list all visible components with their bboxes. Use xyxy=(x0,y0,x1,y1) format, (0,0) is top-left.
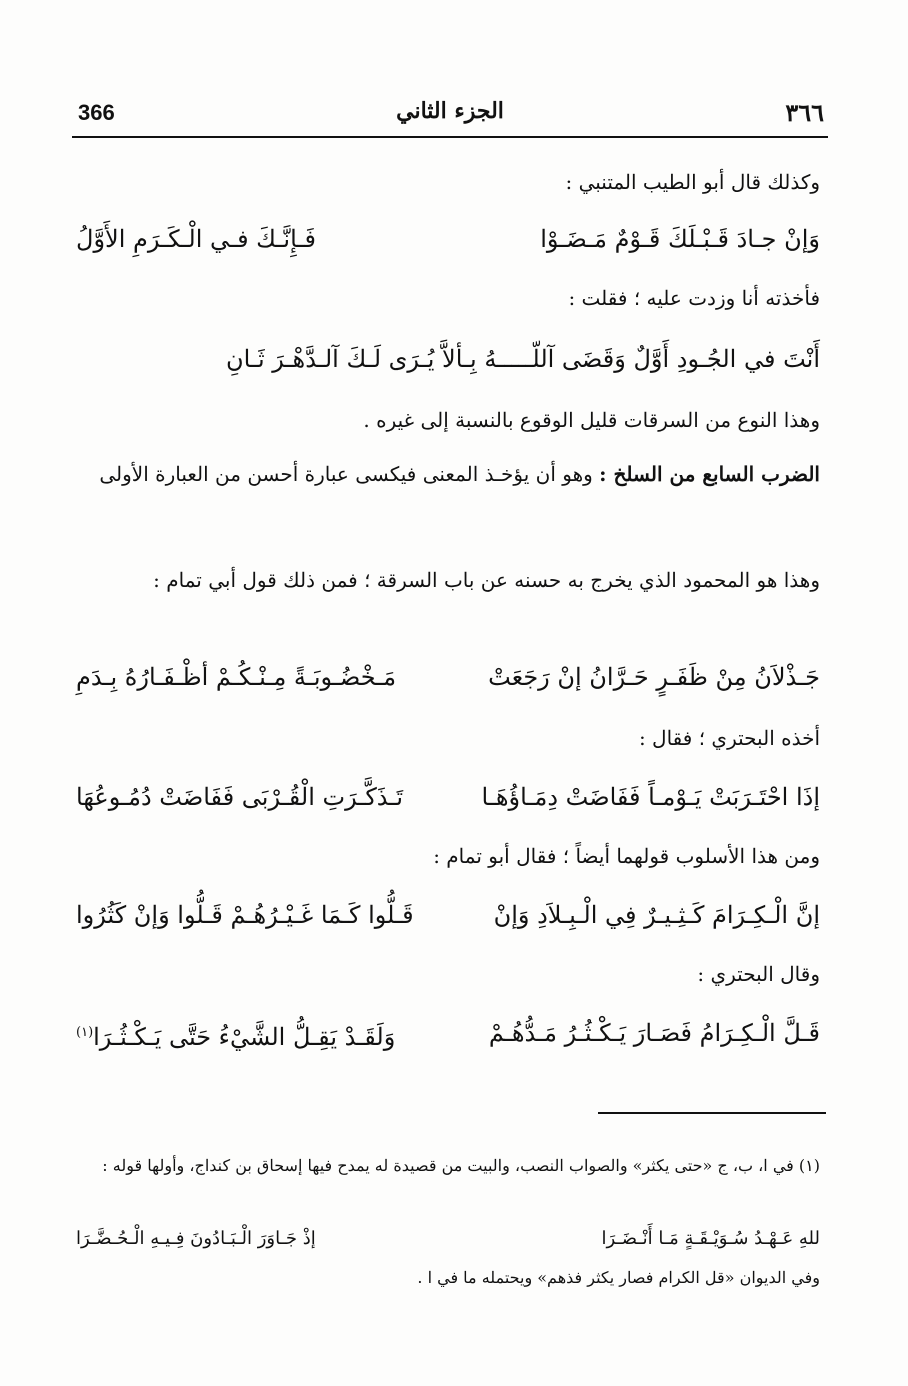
section-definition: وهو أن يؤخـذ المعنى فيكسى عبارة أحسن من العبارة الأولى xyxy=(99,462,593,486)
paragraph-same-style: ومن هذا الأسلوب قولهما أيضاً ؛ فقال أبو تمام : xyxy=(433,844,820,868)
paragraph-buhturi-took: أخذه البحتري ؛ فقال : xyxy=(638,726,820,750)
page-header xyxy=(72,96,828,138)
verse-full-line: أَنْتَ في الجُـودِ أَوَّلٌ وَقَضَى آللّـــــهُ بِـألاَّ يُـرَى لَـكَ آلـدَّهْـرَ ثَـانِ xyxy=(226,345,820,373)
page-number-latin: 366 xyxy=(78,100,115,125)
verse-author xyxy=(76,334,820,384)
verse-buhturi-2 xyxy=(76,1008,820,1058)
running-title: الجزء الثاني xyxy=(396,98,504,124)
verse-first-hemistich: إنَّ الْـكِـرَامَ كَـثِـيـرٌ فِي الْـبِـلاَدِ وَإنْ xyxy=(493,901,820,929)
verse-abu-tammam-1 xyxy=(76,652,820,702)
verse-second-hemistich: إذْ جَـاوَرَ الْـبَـادُونَ فِـيـهِ الْـحُـضَّـرَا xyxy=(76,1228,316,1249)
verse-buhturi-1 xyxy=(76,772,820,822)
verse-first-hemistich: جَـذْلاَنُ مِنْ ظَفَـرٍ حَـرَّانُ إنْ رَجَعَتْ xyxy=(488,663,820,691)
verse-abu-tammam-2 xyxy=(76,890,820,940)
verse-second-hemistich: تَـذَكَّـرَتِ الْقُـرْبَى فَفَاضَتْ دُمُـوعُهَا xyxy=(76,783,404,811)
verse-second-hemistich: مَـخْضُـوبَـةً مِـنْـكُـمْ أظْـفَـارُهُ بِـدَمِ xyxy=(76,663,397,691)
paragraph-buhturi-said: وقال البحتري : xyxy=(697,962,820,986)
verse-first-hemistich: إذَا احْتَـرَبَتْ يَـوْمـاً فَفَاضَتْ دِمَـاؤُهَـا xyxy=(481,783,820,811)
paragraph-praised-type: وهذا هو المحمود الذي يخرج به حسنه عن باب السرقة ؛ فمن ذلك قول أبي تمام : xyxy=(153,568,820,592)
paragraph-intro-mutanabbi: وكذلك قال أبو الطيب المتنبي : xyxy=(565,170,820,194)
verse-first-hemistich: للهِ عَـهْـدُ سُـوَيْـقَـةٍ مَـا أَنْـضَـرَا xyxy=(601,1228,820,1249)
footnote-marker: (١) xyxy=(76,1025,94,1040)
verse-first-hemistich: قَـلَّ الْـكِـرَامُ فَصَـارَ يَـكْـثُـرُ مَـدُّهُـمْ xyxy=(488,1019,820,1047)
verse-mutanabbi xyxy=(76,214,820,264)
footnote-verse xyxy=(76,1222,820,1256)
paragraph-author-addition: فأخذته أنا وزدت عليه ؛ فقلت : xyxy=(568,286,820,310)
paragraph-seventh-type xyxy=(76,452,820,496)
footnote-diwan-note: وفي الديوان «قل الكرام فصار يكثر فذهم» ويحتمله ما في ا . xyxy=(417,1268,820,1287)
verse-second-hemistich: وَلَقَـدْ يَقِـلُّ الشَّيْءُ حَتَّى يَـكْـثُـرَا$^{(١)}$ xyxy=(76,1023,396,1051)
footnote-divider xyxy=(598,1112,826,1114)
page-number-arabic: ٣٦٦ xyxy=(785,98,824,127)
section-heading: الضرب السابع من السلخ : xyxy=(599,462,820,486)
verse-first-hemistich: وَإنْ جـادَ قَـبْـلَكَ قَـوْمٌ مَـضَـوْا xyxy=(540,225,820,253)
footnote-text: (١) في ا، ب، ج «حتى يكثر» والصواب النصب، والبيت من قصيدة له يمدح فيها إسحاق بن كنداج، وأولها قوله : xyxy=(102,1156,820,1175)
paragraph-rarity-note: وهذا النوع من السرقات قليل الوقوع بالنسبة إلى غيره . xyxy=(363,408,820,432)
verse-second-hemistich: قَـلُّوا كَـمَا غَـيْـرُهُـمْ قَـلُّوا وَإنْ كَثُرُوا xyxy=(76,901,414,929)
verse-second-hemistich: فَـإِنَّـكَ فـي الْـكَـرَمِ الأَوَّلُ xyxy=(76,225,316,253)
